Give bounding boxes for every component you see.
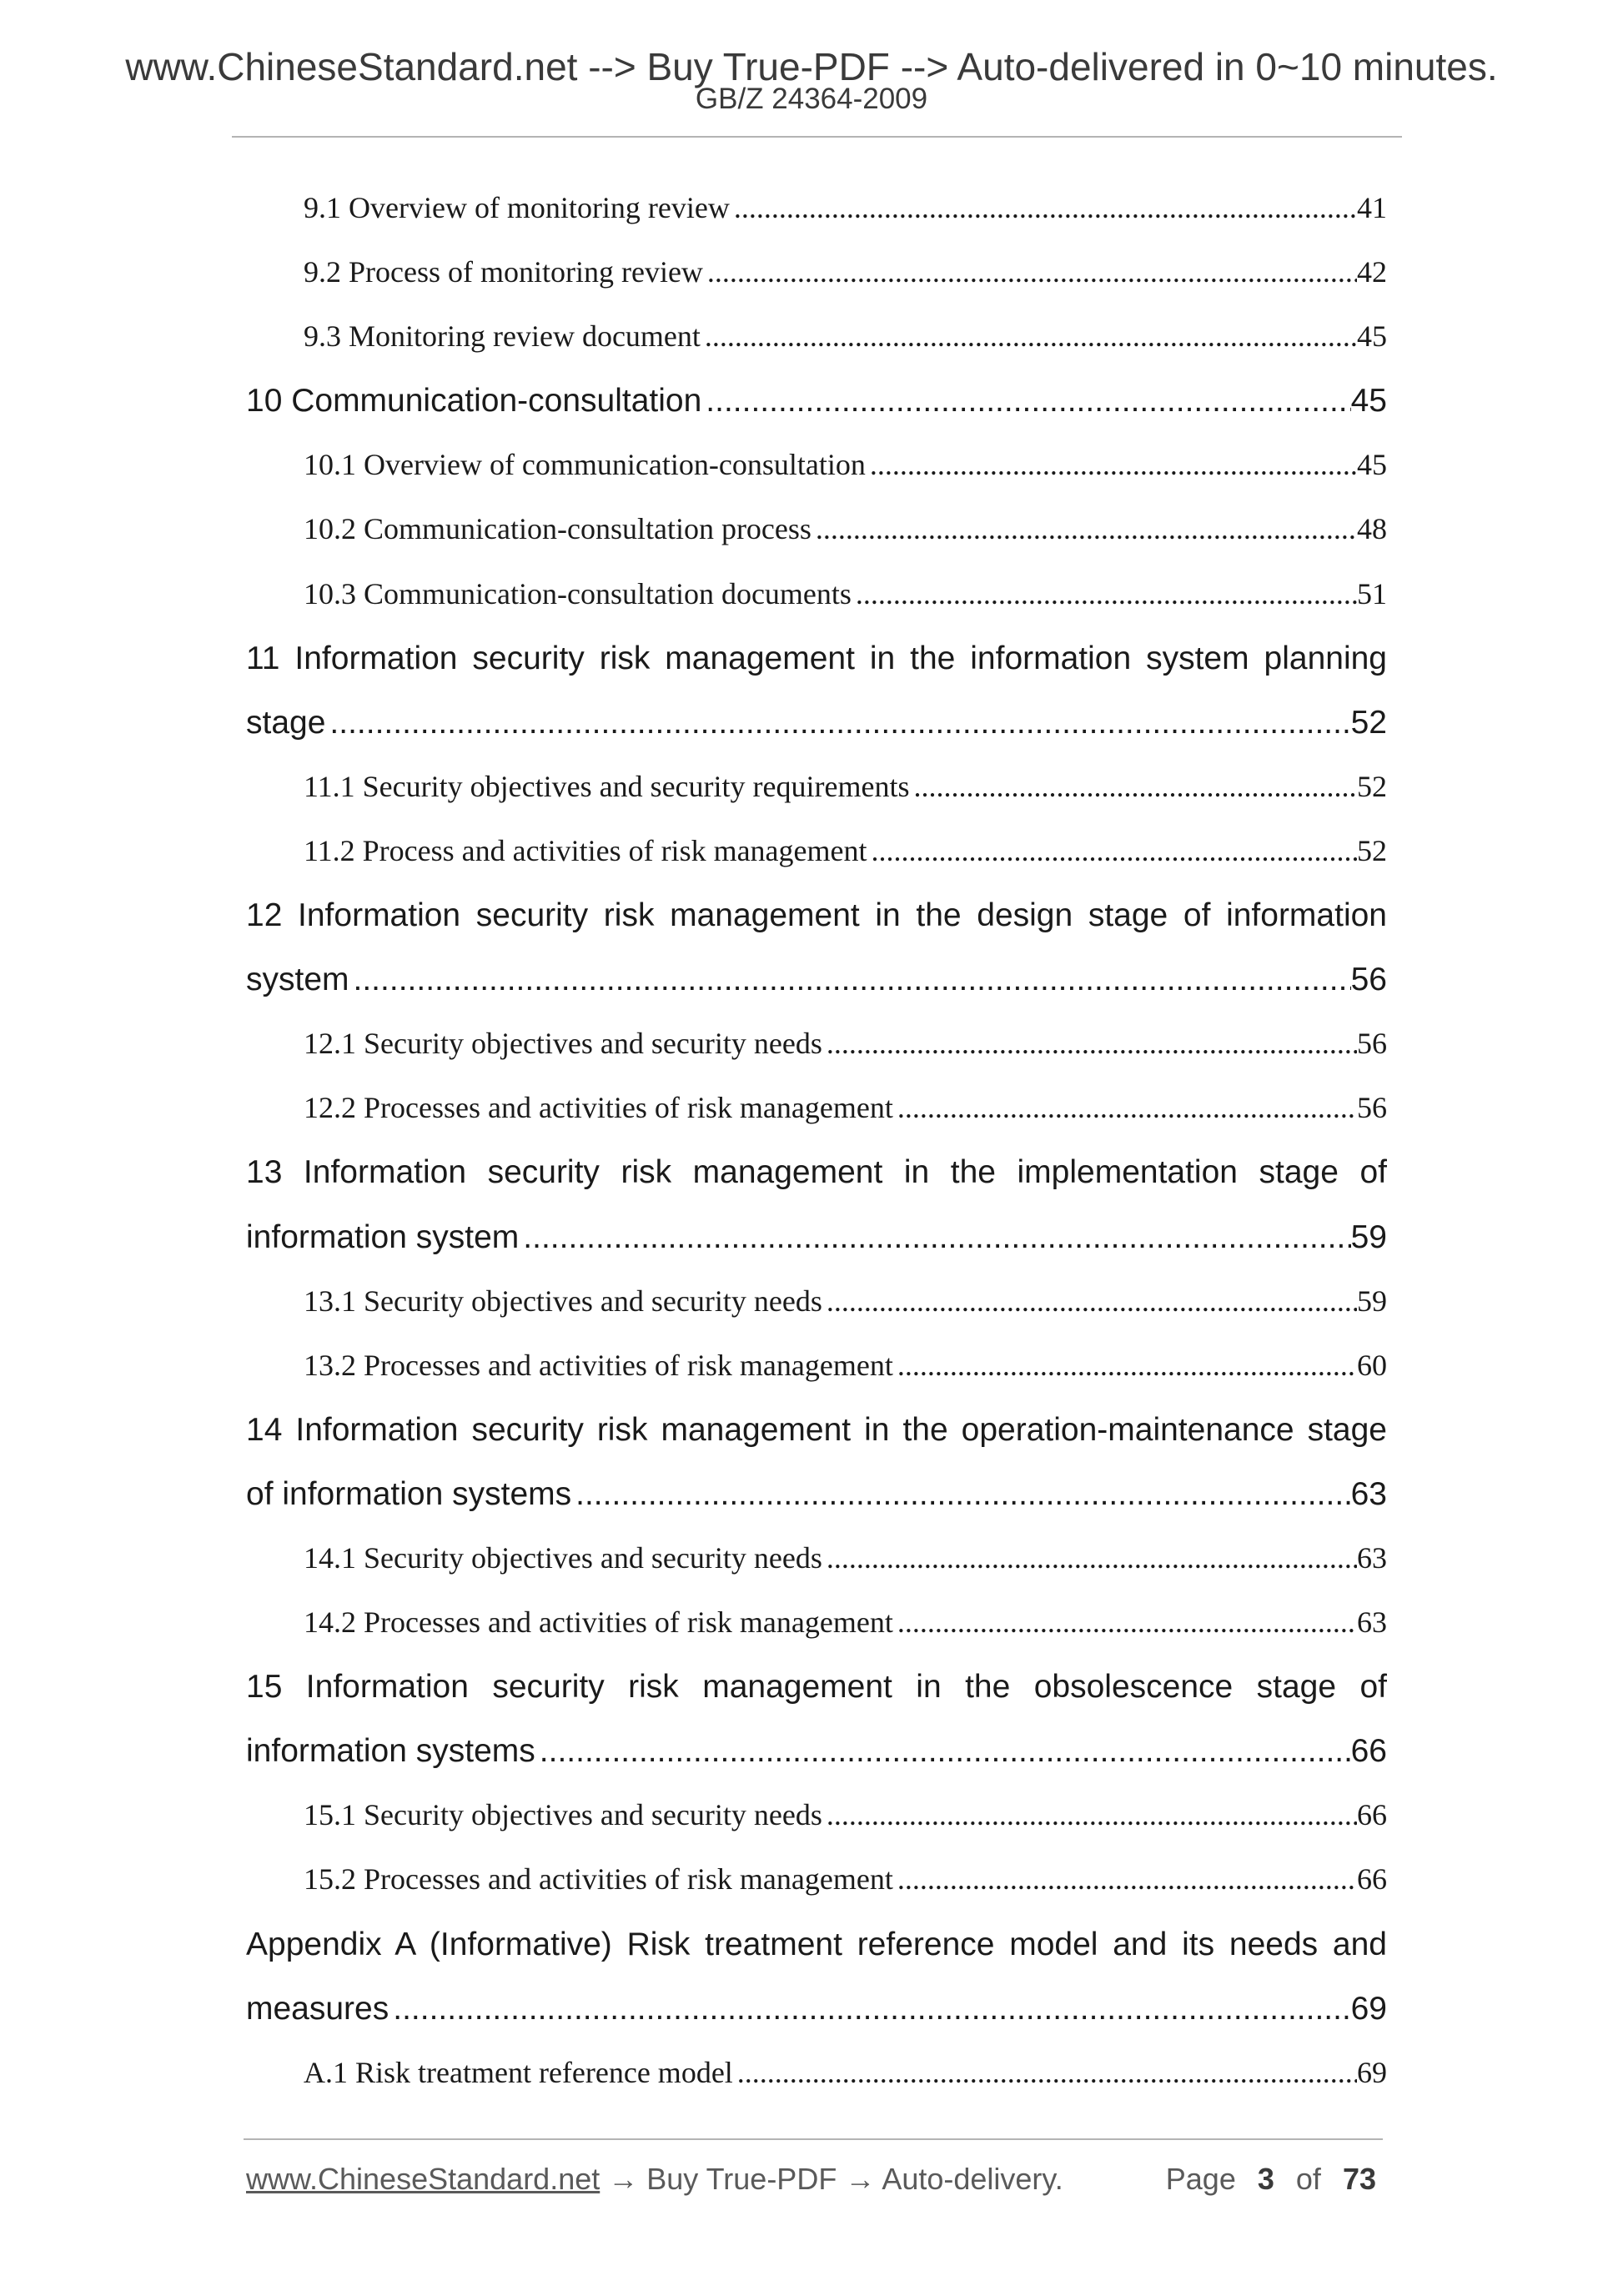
toc-entry-title: 11.1 Security objectives and security requirements (304, 769, 910, 803)
toc-entry-title: 12.2 Processes and activities of risk management (304, 1091, 893, 1125)
toc-dot-leader (389, 1977, 1350, 2041)
toc-entry-page-number: 52 (1357, 769, 1387, 803)
toc-entry-page-number: 63 (1350, 1475, 1387, 1512)
toc-entry-line (304, 1783, 1387, 1847)
toc-entry-title: 10.1 Overview of communication-consultation (304, 448, 866, 482)
toc-section-entry[interactable] (0, 755, 1623, 819)
toc-dot-leader (703, 240, 1357, 304)
toc-entry-line (304, 755, 1387, 819)
toc-entry-page-number: 63 (1357, 1605, 1387, 1640)
toc-entry-title: 13.2 Processes and activities of risk management (304, 1348, 893, 1382)
toc-entry-line (304, 497, 1387, 561)
header-banner: www.ChineseStandard.net --> Buy True-PDF --> Auto-delivered in 0~10 minutes. (125, 45, 1498, 88)
toc-entry-page-number: 63 (1357, 1540, 1387, 1575)
toc-entry-title: 11.2 Process and activities of risk management (304, 833, 867, 867)
toc-entry-title: measures (246, 1990, 389, 2027)
toc-entry-line (304, 1334, 1387, 1398)
toc-entry-page-number: 48 (1357, 512, 1387, 546)
toc-dot-leader (893, 1590, 1357, 1655)
toc-entry-line (246, 1462, 1387, 1526)
toc-section-entry[interactable] (0, 1783, 1623, 1847)
toc-entry-page-number: 41 (1357, 191, 1387, 224)
toc-entry-title: 14.1 Security objectives and security needs (304, 1540, 822, 1575)
toc-section-entry[interactable] (0, 240, 1623, 304)
toc-entry-title: 10 Communication-consultation (246, 383, 702, 420)
toc-entry-title-line: Appendix A (Informative) Risk treatment reference model and its needs and (246, 1926, 1387, 1962)
toc-entry-line (246, 947, 1387, 1012)
toc-section-entry[interactable] (0, 176, 1623, 240)
toc-dot-leader (909, 755, 1357, 819)
toc-entry-title: 9.3 Monitoring review document (304, 319, 701, 354)
toc-entry-line (246, 1719, 1387, 1783)
toc-entry-line (304, 304, 1387, 369)
toc-entry-title: 9.2 Process of monitoring review (304, 255, 703, 289)
toc-chapter-entry[interactable] (0, 1140, 1623, 1269)
toc-entry-title: system (246, 962, 349, 998)
toc-dot-leader (893, 1334, 1357, 1398)
toc-entry-page-number: 56 (1357, 1027, 1387, 1061)
page-footer (246, 2163, 1376, 2196)
toc-entry-page-number: 69 (1350, 1990, 1387, 2027)
toc-section-entry[interactable] (0, 1012, 1623, 1076)
current-page-number: 3 (1257, 2162, 1274, 2196)
toc-section-entry[interactable] (0, 2041, 1623, 2105)
toc-entry-page-number: 51 (1357, 576, 1387, 610)
toc-entry-page-number: 52 (1357, 833, 1387, 867)
toc-section-entry[interactable] (0, 304, 1623, 369)
toc-entry-page-number: 59 (1350, 1218, 1387, 1255)
toc-entry-line (304, 819, 1387, 883)
toc-entry-page-number: 56 (1357, 1091, 1387, 1125)
toc-entry-title: information system (246, 1218, 520, 1255)
toc-entry-title: 14.2 Processes and activities of risk management (304, 1605, 893, 1640)
toc-section-entry[interactable] (0, 1590, 1623, 1655)
toc-entry-line (246, 1977, 1387, 2041)
toc-list (0, 176, 1623, 2105)
toc-entry-title: 12.1 Security objectives and security needs (304, 1027, 822, 1061)
toc-entry-line (304, 1590, 1387, 1655)
toc-entry-title-line: 12 Information security risk management in the design stage of information (246, 897, 1387, 934)
toc-dot-leader (701, 369, 1350, 433)
toc-entry-title: 13.1 Security objectives and security needs (304, 1284, 822, 1318)
document-number: GB/Z 24364-2009 (695, 83, 928, 115)
toc-dot-leader (325, 691, 1350, 755)
toc-dot-leader (822, 1012, 1357, 1076)
toc-section-entry[interactable] (0, 1334, 1623, 1398)
toc-entry-title: 10.3 Communication-consultation documents (304, 576, 852, 610)
toc-dot-leader (852, 562, 1357, 626)
toc-entry-line (304, 1269, 1387, 1334)
toc-entry-title-line: 11 Information security risk management in the information system planning (246, 640, 1387, 676)
toc-dot-leader (733, 2041, 1357, 2105)
toc-entry-title: stage (246, 704, 326, 741)
toc-entry-page-number: 66 (1350, 1733, 1387, 1770)
toc-entry-title: 15.2 Processes and activities of risk management (304, 1862, 893, 1897)
toc-dot-leader (519, 1205, 1350, 1269)
header-rule (232, 136, 1402, 138)
toc-chapter-entry[interactable] (0, 1912, 1623, 2041)
toc-entry-page-number: 45 (1357, 319, 1387, 354)
toc-chapter-entry[interactable] (0, 369, 1623, 433)
toc-entry-page-number: 52 (1350, 704, 1387, 741)
toc-entry-line (304, 433, 1387, 497)
toc-entry-page-number: 42 (1357, 255, 1387, 289)
footer-site-link[interactable]: www.ChineseStandard.net (246, 2162, 600, 2196)
toc-entry-line (246, 691, 1387, 755)
toc-dot-leader (349, 947, 1351, 1012)
toc-section-entry[interactable] (0, 497, 1623, 561)
toc-section-entry[interactable] (0, 1526, 1623, 1590)
toc-dot-leader (893, 1076, 1357, 1140)
page-label: Page (1165, 2162, 1236, 2196)
toc-entry-line (304, 562, 1387, 626)
toc-dot-leader (571, 1462, 1350, 1526)
toc-chapter-entry[interactable] (0, 1398, 1623, 1526)
toc-entry-page-number: 59 (1357, 1284, 1387, 1318)
toc-entry-title-line: 15 Information security risk management in the obsolescence stage of (246, 1669, 1387, 1706)
toc-dot-leader (822, 1269, 1357, 1334)
total-pages-number: 73 (1342, 2162, 1376, 2196)
toc-entry-line (304, 240, 1387, 304)
toc-entry-title: 10.2 Communication-consultation process (304, 512, 812, 546)
toc-entry-page-number: 60 (1357, 1348, 1387, 1382)
toc-entry-title-line: 13 Information security risk management in the implementation stage of (246, 1154, 1387, 1191)
toc-entry-title: 9.1 Overview of monitoring review (304, 191, 730, 224)
toc-entry-line (304, 1076, 1387, 1140)
toc-dot-leader (822, 1783, 1357, 1847)
footer-promo (246, 2163, 1063, 2196)
toc-chapter-entry[interactable] (0, 883, 1623, 1012)
toc-entry-page-number: 56 (1350, 962, 1387, 998)
toc-entry-page-number: 45 (1350, 383, 1387, 420)
toc-section-entry[interactable] (0, 562, 1623, 626)
toc-dot-leader (893, 1847, 1357, 1912)
toc-dot-leader (535, 1719, 1351, 1783)
toc-entry-page-number: 66 (1357, 1862, 1387, 1897)
toc-chapter-entry[interactable] (0, 626, 1623, 755)
page-of-label: of (1295, 2162, 1321, 2196)
toc-section-entry[interactable] (0, 1847, 1623, 1912)
toc-dot-leader (866, 433, 1357, 497)
toc-entry-line (304, 2041, 1387, 2105)
toc-section-entry[interactable] (0, 819, 1623, 883)
toc-entry-line (246, 1205, 1387, 1269)
toc-entry-line (304, 1012, 1387, 1076)
toc-section-entry[interactable] (0, 433, 1623, 497)
toc-dot-leader (701, 304, 1357, 369)
toc-dot-leader (730, 176, 1357, 240)
toc-chapter-entry[interactable] (0, 1655, 1623, 1783)
toc-entry-line (304, 1847, 1387, 1912)
toc-dot-leader (822, 1526, 1357, 1590)
toc-entry-line (304, 176, 1387, 240)
toc-entry-title: information systems (246, 1733, 535, 1770)
toc-entry-line (304, 1526, 1387, 1590)
toc-entry-line (246, 369, 1387, 433)
toc-section-entry[interactable] (0, 1076, 1623, 1140)
toc-entry-page-number: 69 (1357, 2055, 1387, 2089)
toc-entry-page-number: 66 (1357, 1798, 1387, 1832)
toc-entry-title: of information systems (246, 1475, 572, 1512)
toc-entry-page-number: 45 (1357, 448, 1387, 482)
footer-rule (244, 2138, 1383, 2140)
toc-entry-title: 15.1 Security objectives and security needs (304, 1798, 822, 1832)
toc-section-entry[interactable] (0, 1269, 1623, 1334)
footer-tagline: → Buy True-PDF → Auto-delivery. (608, 2162, 1063, 2196)
toc-entry-title: A.1 Risk treatment reference model (304, 2055, 733, 2089)
toc-dot-leader (867, 819, 1358, 883)
toc-dot-leader (812, 497, 1357, 561)
page-indicator (1166, 2163, 1376, 2196)
toc-entry-title-line: 14 Information security risk management in the operation-maintenance stage (246, 1411, 1387, 1448)
